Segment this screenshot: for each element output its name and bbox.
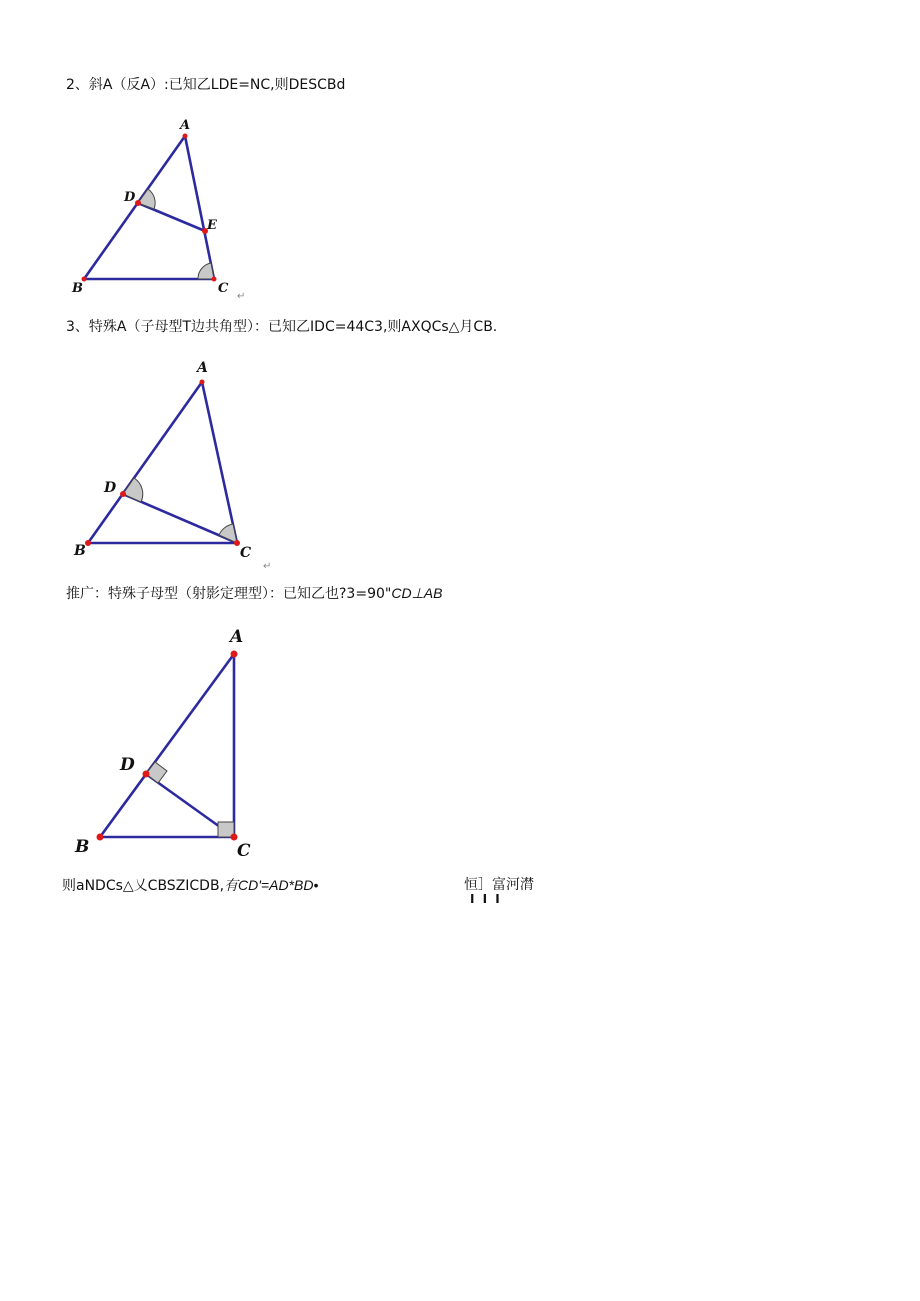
point-D (143, 771, 150, 778)
point-D (135, 200, 141, 206)
label-A: A (197, 360, 208, 376)
point-C (231, 834, 238, 841)
point-D (120, 491, 126, 497)
point-B (97, 834, 104, 841)
figure-3 (74, 627, 251, 861)
edge-AB (100, 654, 234, 837)
label-A: A (230, 627, 244, 647)
edge-AC (202, 382, 237, 543)
conclusion-formula: 有CD'=AD*BD• (224, 877, 319, 893)
conclusion-prefix: 则aNDCs△乂CBSZICDB, (62, 878, 225, 894)
figure-2 (73, 360, 271, 572)
angle-ADE-mark (138, 189, 155, 209)
section-3-heading: 3、特殊A（子母型T边共角型）：已知乙IDC=44C3,则AXQCs△月CB. (66, 319, 498, 335)
label-A: A (180, 118, 191, 133)
stamp-text: 恒］富河潸 (464, 877, 534, 893)
edge-AB (88, 382, 202, 543)
extension-condition: CD⊥AB (391, 585, 443, 601)
figure-1 (71, 118, 245, 302)
label-C: C (218, 281, 229, 296)
return-mark-1: ↵ (237, 291, 246, 302)
return-mark-2: ↵ (263, 561, 272, 572)
stamp-marks: I I I (470, 892, 502, 906)
point-A (231, 651, 238, 658)
point-A (183, 134, 188, 139)
label-D: D (104, 480, 117, 496)
angle-C-mark (198, 263, 214, 279)
edge-AC (185, 136, 214, 279)
label-B: B (72, 281, 83, 296)
point-A (200, 380, 205, 385)
label-B: B (74, 543, 86, 559)
edge-AB (84, 136, 185, 279)
label-E: E (207, 218, 217, 233)
label-B: B (75, 837, 90, 857)
label-D: D (124, 190, 136, 205)
point-B (85, 540, 91, 546)
point-C (212, 277, 217, 282)
extension-prefix: 推广：特殊子母型（射影定理型）：已知乙也?3=90" (66, 586, 392, 602)
label-D: D (120, 755, 135, 775)
label-C: C (240, 545, 252, 561)
angle-ADC-mark (123, 478, 143, 502)
label-C: C (237, 841, 251, 861)
section-2-heading: 2、斜A（反A）:已知乙LDE=NC,则DESCBd (66, 77, 346, 93)
